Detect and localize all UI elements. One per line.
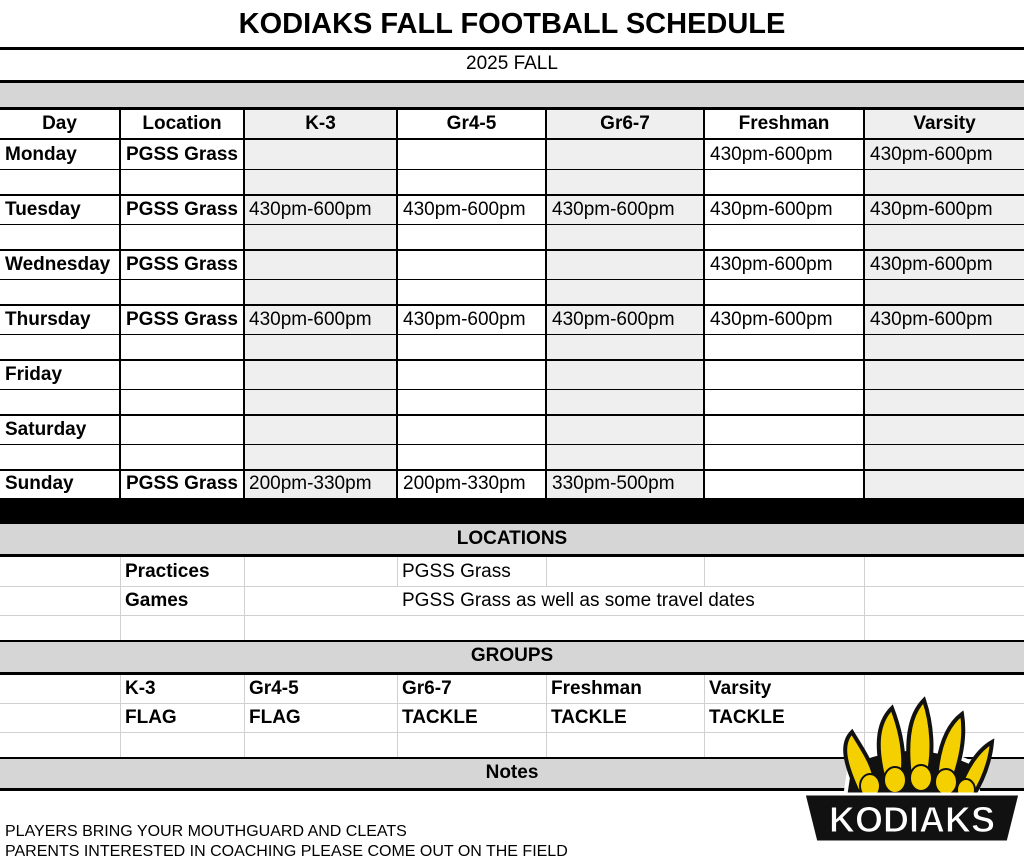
location-cell: PGSS Grass xyxy=(126,309,238,330)
header-location: Location xyxy=(142,113,222,134)
location-label: Practices xyxy=(125,561,210,582)
time-cell: 430pm-600pm xyxy=(552,309,675,330)
day-cell: Friday xyxy=(5,364,63,385)
season-subtitle: 2025 FALL xyxy=(466,53,558,74)
group-name: Freshman xyxy=(551,678,642,699)
group-type: FLAG xyxy=(249,707,301,728)
header-gr45: Gr4-5 xyxy=(446,113,497,134)
header-day: Day xyxy=(42,113,77,134)
notes-title: Notes xyxy=(485,762,539,783)
day-cell: Monday xyxy=(5,144,77,165)
location-cell: PGSS Grass xyxy=(126,473,238,494)
note-line: PARENTS INTERESTED IN COACHING PLEASE COME OUT ON THE FIELD xyxy=(5,843,568,860)
group-type: TACKLE xyxy=(402,707,478,728)
time-cell: 430pm-600pm xyxy=(870,144,993,165)
group-name: Gr4-5 xyxy=(249,678,299,699)
group-name: Varsity xyxy=(709,678,772,699)
time-cell: 430pm-600pm xyxy=(403,309,526,330)
note-line: PLAYERS BRING YOUR MOUTHGUARD AND CLEATS xyxy=(5,823,407,840)
group-type: TACKLE xyxy=(551,707,627,728)
time-cell: 200pm-330pm xyxy=(249,473,372,494)
time-cell: 430pm-600pm xyxy=(710,199,833,220)
header-gr67: Gr6-7 xyxy=(600,113,650,134)
time-cell: 430pm-600pm xyxy=(249,199,372,220)
time-cell: 430pm-600pm xyxy=(710,309,833,330)
time-cell: 430pm-600pm xyxy=(870,199,993,220)
groups-title: GROUPS xyxy=(470,645,554,666)
time-cell: 430pm-600pm xyxy=(870,309,993,330)
time-cell: 330pm-500pm xyxy=(552,473,675,494)
location-cell: PGSS Grass xyxy=(126,199,238,220)
group-name: K-3 xyxy=(125,678,156,699)
time-cell: 430pm-600pm xyxy=(552,199,675,220)
group-type: FLAG xyxy=(125,707,177,728)
location-cell: PGSS Grass xyxy=(126,144,238,165)
divider-bar xyxy=(0,498,1024,524)
kodiaks-logo xyxy=(800,694,1024,854)
day-cell: Saturday xyxy=(5,419,87,440)
time-cell: 430pm-600pm xyxy=(403,199,526,220)
time-cell: 200pm-330pm xyxy=(403,473,526,494)
day-cell: Sunday xyxy=(5,473,74,494)
day-cell: Wednesday xyxy=(5,254,111,275)
header-freshman: Freshman xyxy=(738,113,830,134)
header-k3: K-3 xyxy=(305,113,336,134)
group-name: Gr6-7 xyxy=(402,678,452,699)
day-cell: Thursday xyxy=(5,309,91,330)
separator-band xyxy=(0,83,1024,107)
location-value: PGSS Grass as well as some travel dates xyxy=(402,590,755,611)
header-varsity: Varsity xyxy=(913,113,976,134)
logo-text: KODIAKS xyxy=(828,799,996,840)
day-cell: Tuesday xyxy=(5,199,81,220)
time-cell: 430pm-600pm xyxy=(870,254,993,275)
location-value: PGSS Grass xyxy=(402,561,511,582)
page-title: KODIAKS FALL FOOTBALL SCHEDULE xyxy=(238,8,786,40)
locations-title: LOCATIONS xyxy=(456,528,568,549)
location-label: Games xyxy=(125,590,189,611)
group-type: TACKLE xyxy=(709,707,785,728)
bear-paw-icon xyxy=(800,694,1024,854)
time-cell: 430pm-600pm xyxy=(710,254,833,275)
time-cell: 430pm-600pm xyxy=(249,309,372,330)
time-cell: 430pm-600pm xyxy=(710,144,833,165)
location-cell: PGSS Grass xyxy=(126,254,238,275)
